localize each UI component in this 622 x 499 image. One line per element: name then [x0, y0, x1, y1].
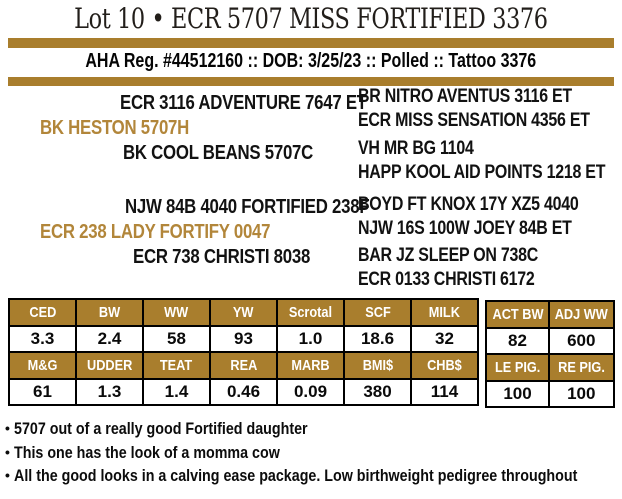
epd-header-cell: SCF — [344, 299, 411, 326]
epd-value-cell: 58 — [143, 326, 210, 352]
dam-dam-line: ECR 738 CHRISTI 8038 — [133, 246, 311, 268]
sire-sire-line: ECR 3116 ADVENTURE 7647 ET — [120, 92, 367, 114]
sire-ancestor-line-3: VH MR BG 1104 — [358, 138, 474, 159]
registration-text: AHA Reg. #44512160 :: DOB: 3/25/23 :: Polled :: Tattoo 3376 — [85, 50, 537, 72]
sire-ancestor-line-2: ECR MISS SENSATION 4356 ET — [358, 110, 590, 131]
performance-value-row-2 — [486, 381, 614, 407]
epd-header-cell: BW — [76, 299, 143, 326]
epd-table — [8, 298, 479, 406]
epd-header-cell: WW — [143, 299, 210, 326]
epd-header-cell: UDDER — [76, 352, 143, 379]
lot-title — [0, 2, 622, 35]
sire-ancestor-line-4: HAPP KOOL AID POINTS 1218 ET — [358, 162, 606, 183]
performance-value-cell: 82 — [486, 328, 549, 354]
sire-ancestor-line-1: BR NITRO AVENTUS 3116 ET — [358, 86, 572, 107]
epd-value-cell: 3.3 — [9, 326, 76, 352]
note-line — [5, 464, 617, 488]
epd-header-cell: REA — [210, 352, 277, 379]
dam-name: ECR 238 LADY FORTIFY 0047 — [40, 221, 271, 243]
epd-value-cell: 1.3 — [76, 379, 143, 405]
performance-value-cell: 100 — [549, 381, 614, 407]
performance-header-cell: RE PIG. — [549, 354, 614, 381]
note-text: All the good looks in a calving ease package. Low birthweight pedigree throughout — [13, 466, 578, 485]
epd-value-cell: 61 — [9, 379, 76, 405]
epd-header-cell: BMI$ — [344, 352, 411, 379]
performance-header-row-2 — [486, 354, 614, 381]
note-line — [5, 417, 617, 441]
performance-header-cell: ACT BW — [486, 301, 549, 328]
epd-value-cell: 18.6 — [344, 326, 411, 352]
epd-value-cell: 32 — [411, 326, 478, 352]
notes-section — [5, 417, 617, 488]
performance-header-row-1 — [486, 301, 614, 328]
lot-title-text: Lot 10 • ECR 5707 MISS FORTIFIED 3376 — [74, 2, 548, 35]
dam-ancestor-line-4: ECR 0133 CHRISTI 6172 — [358, 269, 535, 290]
epd-header-row-1 — [9, 299, 478, 326]
epd-value-cell: 1.4 — [143, 379, 210, 405]
performance-value-cell: 600 — [549, 328, 614, 354]
performance-header-cell: ADJ WW — [549, 301, 614, 328]
epd-value-cell: 0.09 — [277, 379, 344, 405]
epd-header-cell: TEAT — [143, 352, 210, 379]
epd-header-cell: M&G — [9, 352, 76, 379]
epd-header-cell: CED — [9, 299, 76, 326]
bullet-marker: • — [5, 420, 10, 436]
gold-divider-bar-top — [8, 38, 614, 48]
performance-value-cell: 100 — [486, 381, 549, 407]
note-text: This one has the look of a momma cow — [13, 442, 280, 462]
epd-header-row-2 — [9, 352, 478, 379]
epd-value-cell: 114 — [411, 379, 478, 405]
bullet-marker: • — [5, 443, 10, 460]
epd-value-cell: 1.0 — [277, 326, 344, 352]
epd-value-row-1 — [9, 326, 478, 352]
note-line — [5, 441, 617, 465]
performance-header-cell: LE PIG. — [486, 354, 549, 381]
dam-ancestor-line-2: NJW 16S 100W JOEY 84B ET — [358, 218, 572, 239]
dam-ancestor-line-1: BOYD FT KNOX 17Y XZ5 4040 — [358, 194, 579, 215]
registration-line — [0, 50, 622, 73]
epd-header-cell: MARB — [277, 352, 344, 379]
epd-header-cell: CHB$ — [411, 352, 478, 379]
dam-sire-line: NJW 84B 4040 FORTIFIED 238F — [125, 196, 370, 218]
epd-value-cell: 0.46 — [210, 379, 277, 405]
epd-value-cell: 2.4 — [76, 326, 143, 352]
epd-value-cell: 93 — [210, 326, 277, 352]
epd-header-cell: YW — [210, 299, 277, 326]
epd-header-cell: MILK — [411, 299, 478, 326]
sire-dam-line: BK COOL BEANS 5707C — [123, 142, 314, 164]
performance-table — [485, 300, 615, 408]
sire-name: BK HESTON 5707H — [40, 117, 190, 139]
epd-header-cell: Scrotal — [277, 299, 344, 326]
note-text: 5707 out of a really good Fortified daughter — [13, 419, 308, 438]
epd-value-cell: 380 — [344, 379, 411, 405]
dam-ancestor-line-3: BAR JZ SLEEP ON 738C — [358, 245, 539, 266]
gold-divider-bar-bottom — [8, 77, 614, 86]
performance-value-row-1 — [486, 328, 614, 354]
epd-value-row-2 — [9, 379, 478, 405]
bullet-marker: • — [5, 467, 10, 483]
